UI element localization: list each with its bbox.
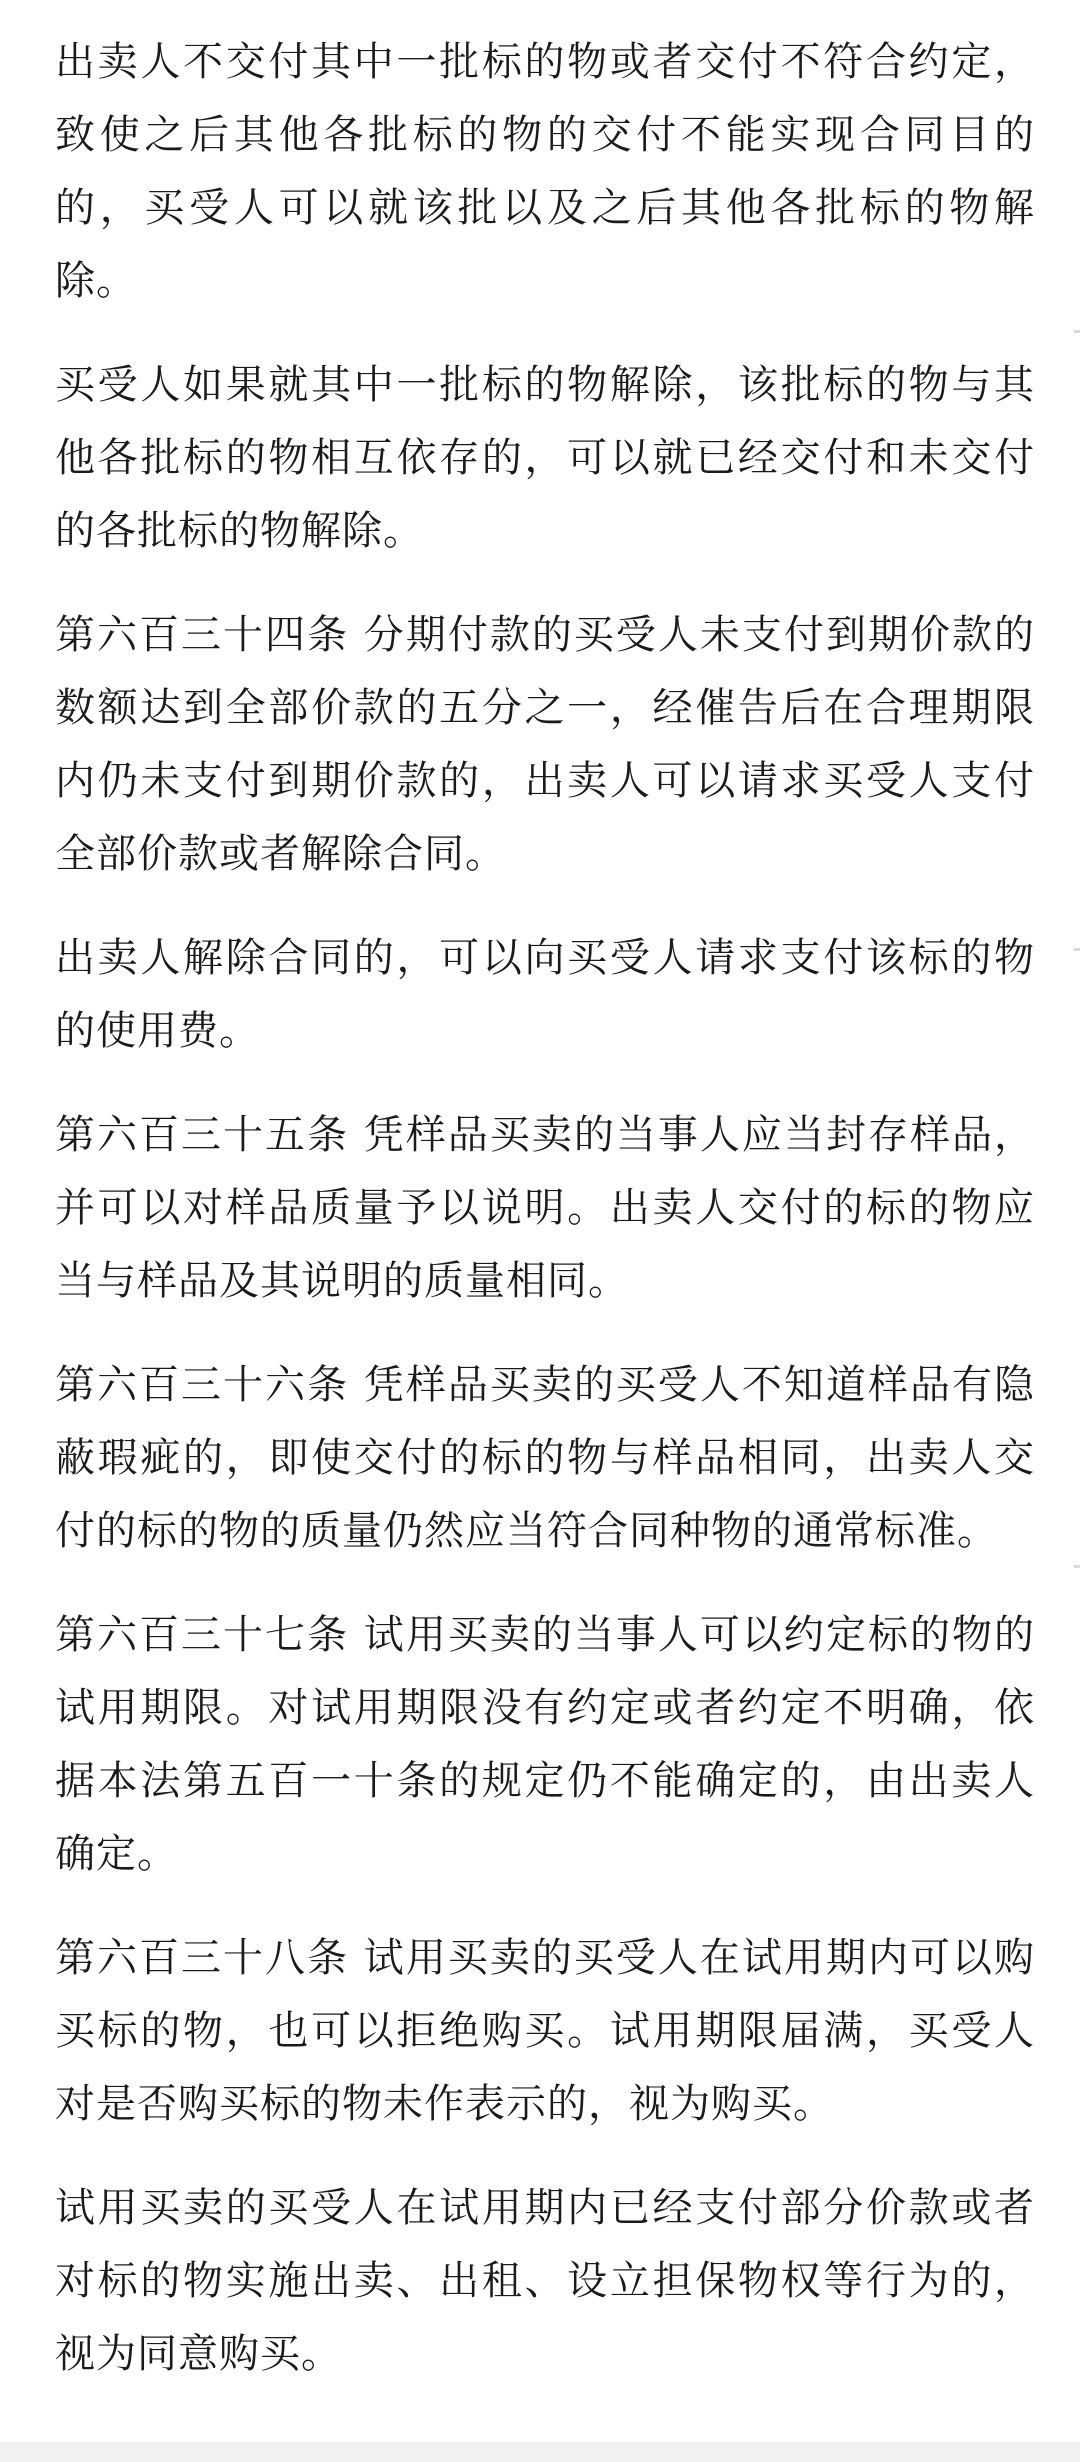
article-body (55, 26, 1035, 2422)
paragraph-5: 第六百三十五条 凭样品买卖的当事人应当封存样品，并可以对样品质量予以说明。出卖人交付的标的物应当与样品及其说明的质量相同。 (55, 1112, 1035, 1304)
scroll-edge-mark (1074, 948, 1080, 951)
scroll-edge-mark (1074, 330, 1080, 333)
paragraph-6: 第六百三十六条 凭样品买卖的买受人不知道样品有隐蔽瑕疵的，即使交付的标的物与样品相同，出卖人交付的标的物的质量仍然应当符合同种物的通常标准。 (55, 1362, 1035, 1554)
paragraph-1: 出卖人不交付其中一批标的物或者交付不符合约定，致使之后其他各批标的物的交付不能实现合同目的的，买受人可以就该批以及之后其他各批标的物解除。 (55, 39, 1035, 304)
paragraph-3: 第六百三十四条 分期付款的买受人未支付到期价款的数额达到全部价款的五分之一，经催告后在合理期限内仍未支付到期价款的，出卖人可以请求买受人支付全部价款或者解除合同。 (55, 612, 1035, 877)
paragraph-9: 试用买卖的买受人在试用期内已经支付部分价款或者对标的物实施出卖、出租、设立担保物权等行为的，视为同意购买。 (55, 2185, 1035, 2377)
paragraph-8: 第六百三十八条 试用买卖的买受人在试用期内可以购买标的物，也可以拒绝购买。试用期限届满，买受人对是否购买标的物未作表示的，视为购买。 (55, 1935, 1035, 2127)
paragraph-7: 第六百三十七条 试用买卖的当事人可以约定标的物的试用期限。对试用期限没有约定或者约定不明确，依据本法第五百一十条的规定仍不能确定的，由出卖人确定。 (55, 1612, 1035, 1877)
scroll-edge-mark (1074, 1565, 1080, 1568)
paragraph-4: 出卖人解除合同的，可以向买受人请求支付该标的物的使用费。 (55, 935, 1035, 1054)
bottom-bar (0, 2442, 1080, 2462)
paragraph-2: 买受人如果就其中一批标的物解除，该批标的物与其他各批标的物相互依存的，可以就已经交付和未交付的各批标的物解除。 (55, 362, 1035, 554)
